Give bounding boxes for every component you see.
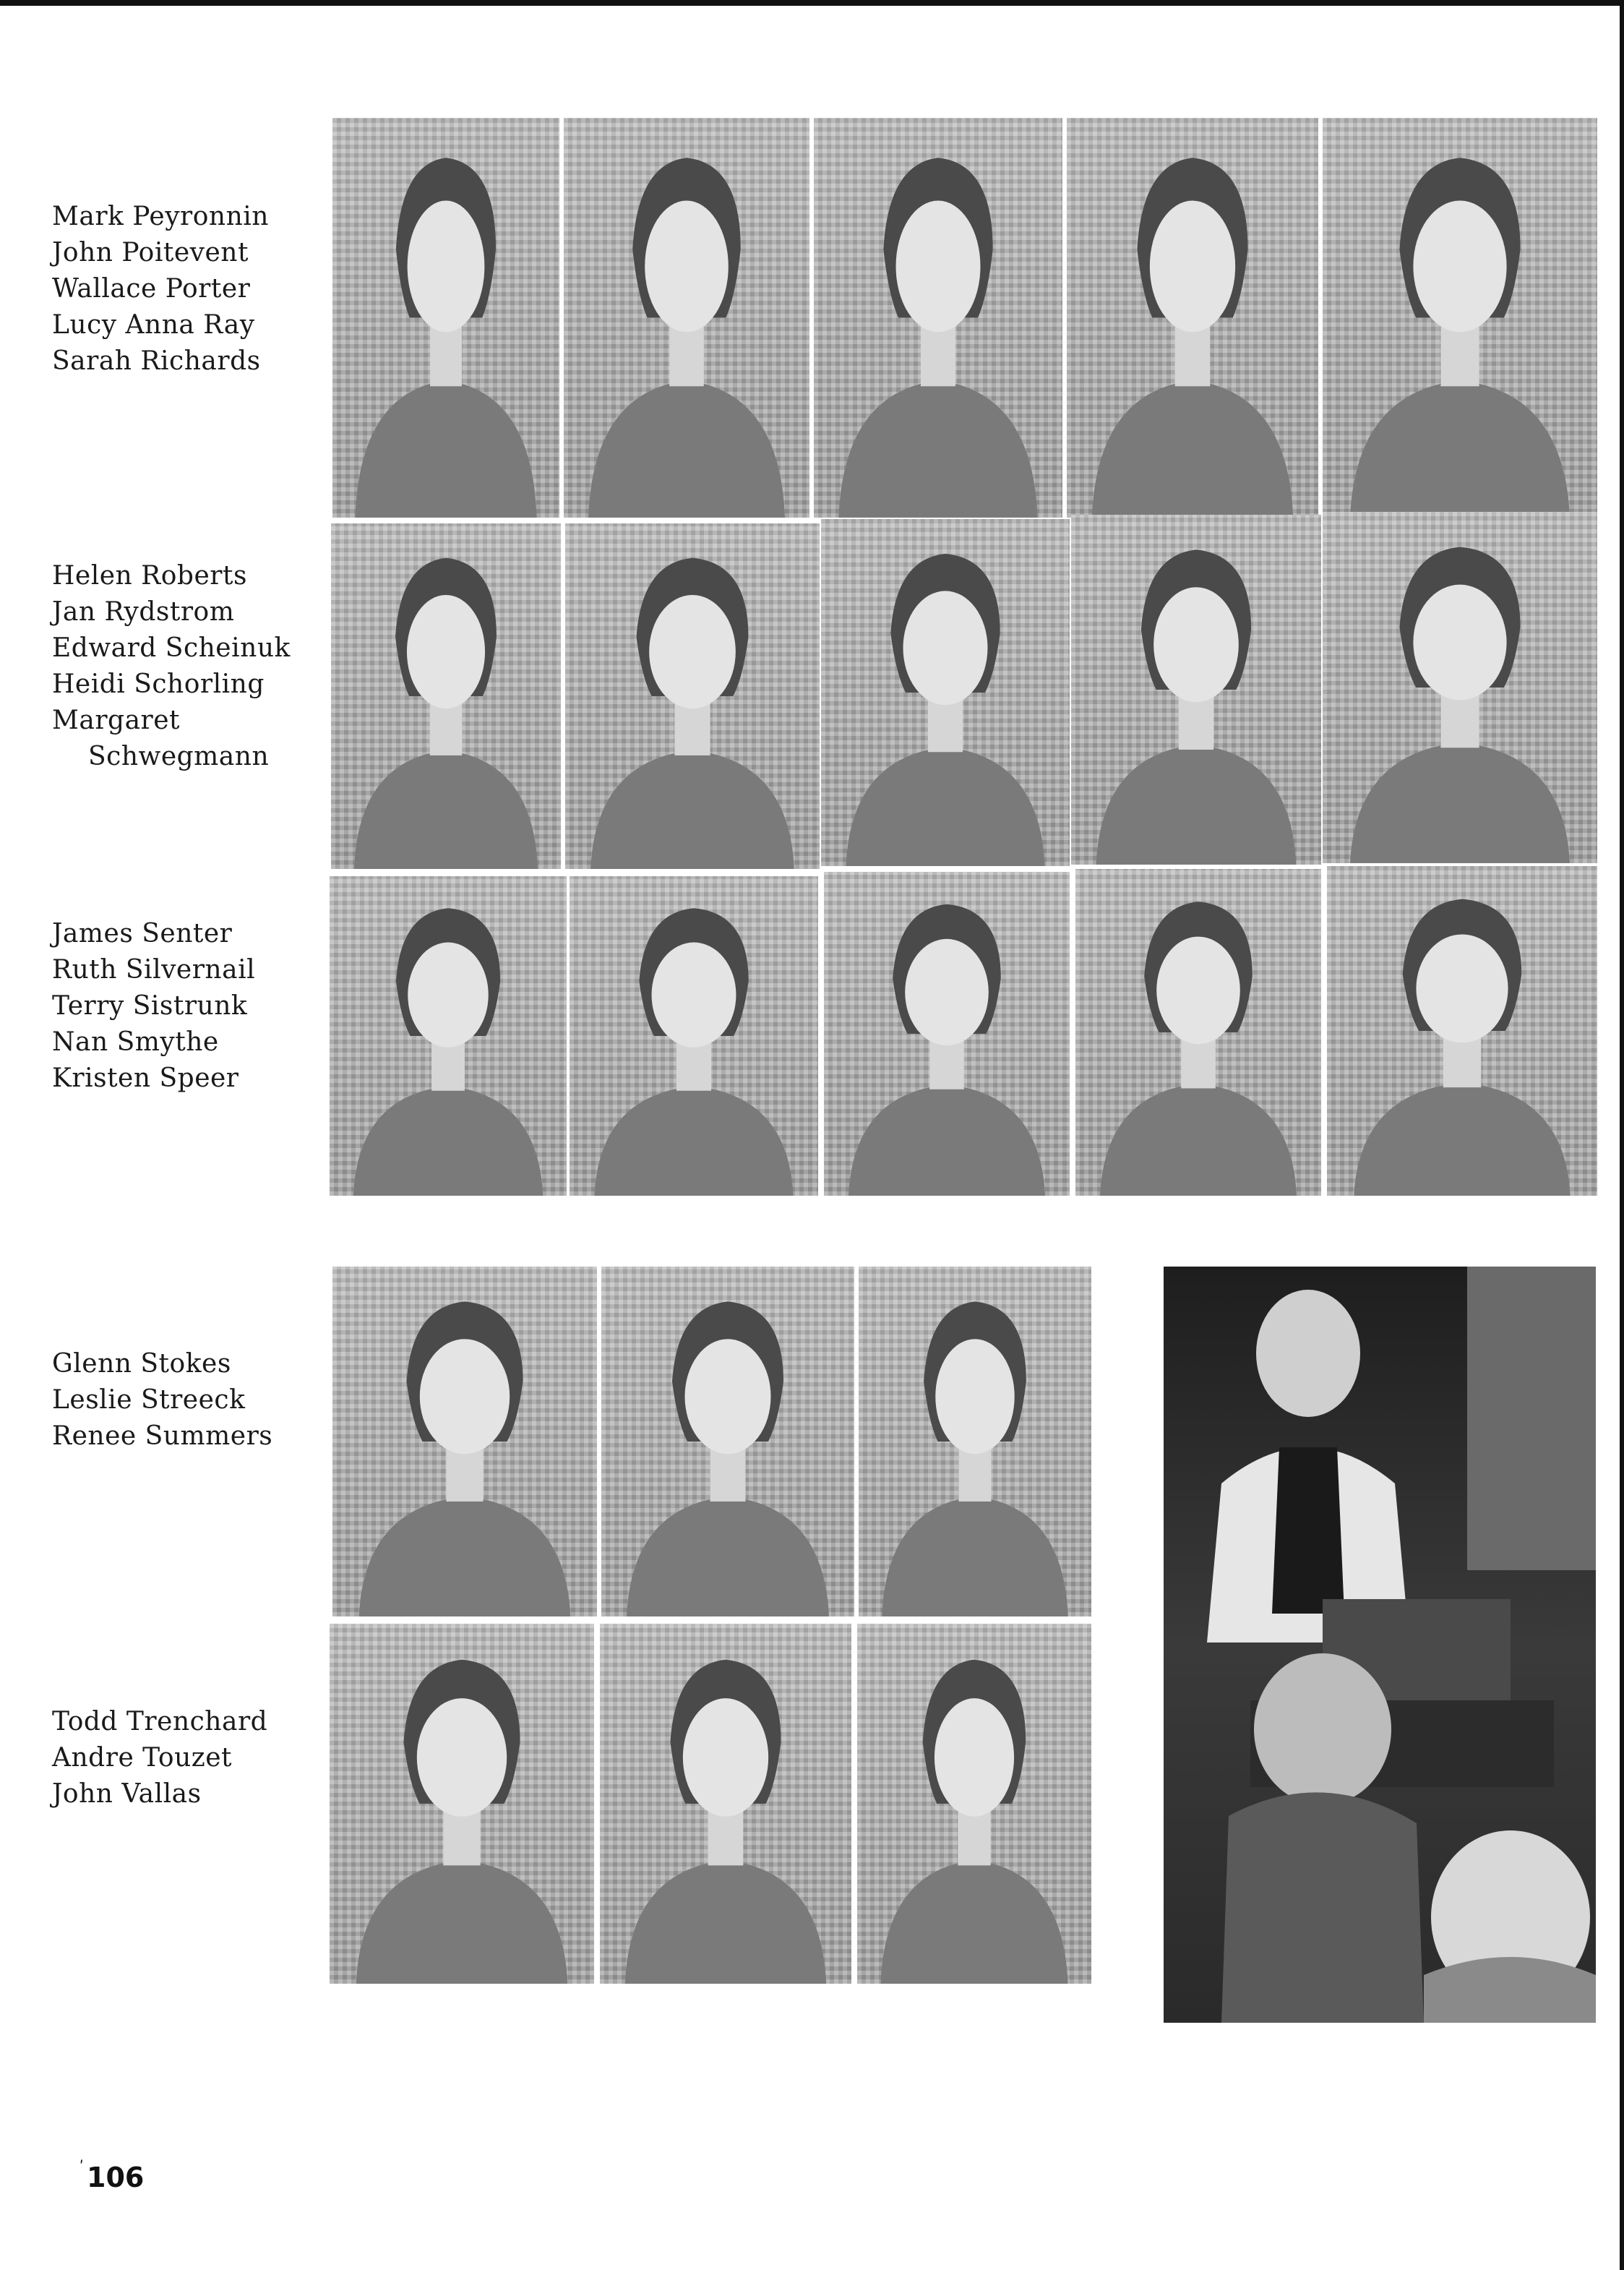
portrait-silhouette bbox=[601, 1267, 854, 1616]
student-name: Andre Touzet bbox=[52, 1743, 232, 1773]
student-name: Edward Scheinuk bbox=[52, 633, 291, 663]
student-name: James Senter bbox=[52, 919, 233, 948]
portrait-silhouette bbox=[1327, 866, 1597, 1196]
portrait-silhouette bbox=[814, 118, 1062, 518]
portrait-silhouette bbox=[857, 1624, 1091, 1984]
name-list-row-3 bbox=[52, 916, 255, 1097]
student-name: Kristen Speer bbox=[52, 1063, 239, 1093]
name-list-row-1 bbox=[52, 199, 269, 380]
student-portrait-photo bbox=[600, 1624, 851, 1984]
student-name: Margaret bbox=[52, 706, 181, 735]
student-name: Jan Rydstrom bbox=[52, 597, 235, 627]
student-portrait-photo bbox=[332, 1267, 597, 1616]
student-portrait-photo bbox=[1075, 869, 1321, 1196]
student-portrait-photo bbox=[330, 1624, 594, 1984]
portrait-silhouette bbox=[1075, 869, 1321, 1196]
student-name: Todd Trenchard bbox=[52, 1707, 268, 1736]
portrait-silhouette bbox=[824, 872, 1070, 1196]
portrait-silhouette bbox=[330, 876, 567, 1196]
student-portrait-photo bbox=[814, 118, 1062, 518]
student-name: Glenn Stokes bbox=[52, 1349, 231, 1379]
right-border bbox=[1620, 0, 1624, 2270]
student-portrait-photo bbox=[1323, 118, 1597, 518]
student-name: Lucy Anna Ray bbox=[52, 310, 255, 340]
name-list-row-5 bbox=[52, 1704, 267, 1812]
student-portrait-photo bbox=[601, 1267, 854, 1616]
portrait-silhouette bbox=[570, 876, 818, 1196]
portrait-silhouette bbox=[821, 519, 1070, 866]
student-portrait-photo bbox=[332, 118, 559, 518]
student-portrait-photo bbox=[331, 523, 561, 869]
portrait-silhouette bbox=[1071, 515, 1321, 865]
portrait-silhouette bbox=[1067, 118, 1318, 518]
portrait-silhouette bbox=[600, 1624, 851, 1984]
portrait-silhouette bbox=[330, 1624, 594, 1984]
page-number: 106 bbox=[87, 2162, 145, 2193]
student-portrait-photo bbox=[564, 118, 809, 518]
student-name: Ruth Silvernail bbox=[52, 955, 256, 985]
student-name: Terry Sistrunk bbox=[52, 991, 248, 1021]
name-list-row-2 bbox=[52, 558, 291, 775]
student-name: Nan Smythe bbox=[52, 1027, 219, 1057]
folio-mark: ʹ bbox=[80, 2158, 84, 2175]
student-portrait-photo bbox=[1067, 118, 1318, 518]
student-name: John Vallas bbox=[52, 1779, 202, 1809]
portrait-silhouette bbox=[1323, 118, 1597, 518]
student-name: Mark Peyronnin bbox=[52, 202, 269, 231]
portrait-silhouette bbox=[1323, 512, 1597, 863]
student-portrait-photo bbox=[859, 1267, 1091, 1616]
portrait-silhouette bbox=[565, 523, 820, 869]
student-portrait-photo bbox=[824, 872, 1070, 1196]
student-name: Renee Summers bbox=[52, 1421, 273, 1451]
student-name: Heidi Schorling bbox=[52, 669, 265, 699]
portrait-silhouette bbox=[332, 118, 559, 518]
student-portrait-photo bbox=[1323, 512, 1597, 863]
student-name: John Poitevent bbox=[52, 238, 249, 267]
student-portrait-photo bbox=[1327, 866, 1597, 1196]
student-portrait-photo bbox=[857, 1624, 1091, 1984]
student-name: Helen Roberts bbox=[52, 561, 247, 591]
portrait-silhouette bbox=[859, 1267, 1091, 1616]
portrait-silhouette bbox=[332, 1267, 597, 1616]
student-portrait-photo bbox=[570, 876, 818, 1196]
student-portrait-photo bbox=[1071, 515, 1321, 865]
top-border bbox=[0, 0, 1624, 6]
candid-classroom-photo bbox=[1164, 1267, 1596, 2023]
portrait-silhouette bbox=[564, 118, 809, 518]
portrait-silhouette bbox=[331, 523, 561, 869]
name-list-row-4 bbox=[52, 1346, 272, 1455]
student-portrait-photo bbox=[330, 876, 567, 1196]
student-name-continued: Schwegmann bbox=[88, 742, 270, 771]
student-name: Sarah Richards bbox=[52, 346, 261, 376]
student-portrait-photo bbox=[565, 523, 820, 869]
student-portrait-photo bbox=[821, 519, 1070, 866]
student-name: Wallace Porter bbox=[52, 274, 251, 304]
student-name: Leslie Streeck bbox=[52, 1385, 246, 1415]
